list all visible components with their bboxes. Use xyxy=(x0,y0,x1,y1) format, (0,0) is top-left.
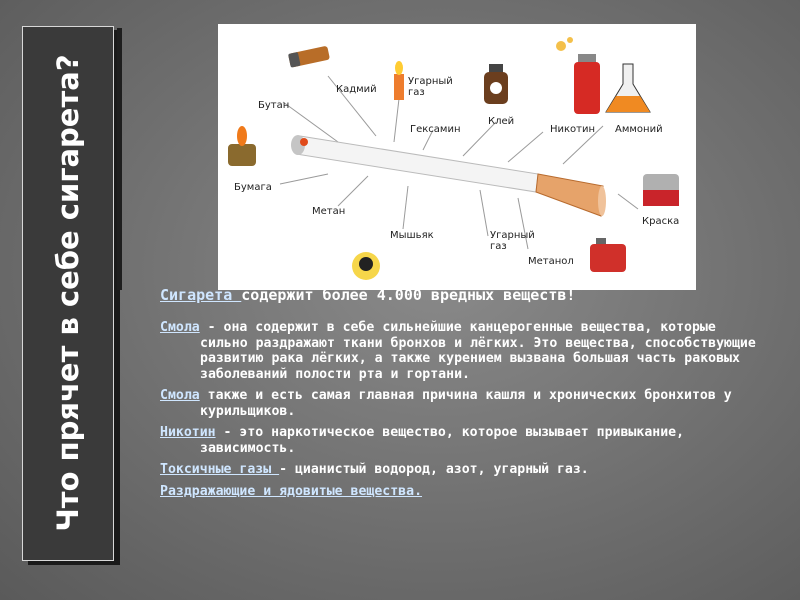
slide-title: Что прячет в себе сигарета? xyxy=(51,54,85,532)
lighter-icon xyxy=(228,126,256,166)
label-butan: Бутан xyxy=(258,100,290,111)
text-smola-2: также и есть самая главная причина кашля и хронических бронхитов у курильщиков. xyxy=(199,388,732,419)
methanol-canister-icon xyxy=(590,238,626,272)
battery-icon xyxy=(288,46,330,68)
headline-rest: содержит более 4.000 вредных веществ! xyxy=(241,286,576,304)
paragraph-toxic-gases xyxy=(160,462,770,478)
label-geksamin: Гексамин xyxy=(410,124,461,135)
diagram-illustration xyxy=(218,24,696,290)
label-myshyak: Мышьяк xyxy=(390,230,434,241)
term-irritants: Раздражающие и ядовитые вещества. xyxy=(160,483,423,499)
paragraph-smola-1 xyxy=(160,320,770,382)
term-nikotin: Никотин xyxy=(160,425,216,440)
cigarette-icon xyxy=(291,135,606,216)
label-nikotin: Никотин xyxy=(550,124,596,135)
label-ugarny-gaz-bottom: Угарный газ xyxy=(490,230,535,252)
paragraph-smola-2 xyxy=(160,388,770,419)
term-toxic-gases: Токсичные газы xyxy=(160,462,280,477)
label-ammoniy: Аммоний xyxy=(615,124,663,135)
cigarette-diagram xyxy=(218,24,696,290)
paragraph-irritants xyxy=(160,484,770,500)
side-accent-bar xyxy=(117,28,122,290)
slide-content xyxy=(160,286,770,505)
candle-icon xyxy=(394,61,404,100)
label-kraska: Краска xyxy=(642,216,680,227)
term-smola-1: Смола xyxy=(160,320,200,335)
paragraph-nikotin xyxy=(160,425,770,456)
label-metan: Метан xyxy=(312,206,346,217)
text-smola-1: - она содержит в себе сильнейшие канцерогенные вещества, которые сильно раздражают ткани бронхов и лёгких. Это вещества, способствующие развитию рака лёгких, а также курением вызвана большая часть раковых заболеваний полости рта и гортани. xyxy=(199,320,756,382)
term-smola-2: Смола xyxy=(160,388,200,403)
text-nikotin: - это наркотическое вещество, которое вызывает привыкание, зависимость. xyxy=(200,425,685,456)
label-kley: Клей xyxy=(488,116,515,127)
text-toxic-gases: - цианистый водород, азот, угарный газ. xyxy=(279,462,589,477)
label-kadmiy: Кадмий xyxy=(336,84,377,95)
headline xyxy=(160,286,770,304)
label-bumaga: Бумага xyxy=(234,182,272,193)
flask-icon xyxy=(606,64,650,112)
skull-icon xyxy=(352,252,380,280)
label-ugarny-gaz-top: Угарный газ xyxy=(408,76,453,98)
headline-term: Сигарета xyxy=(160,286,242,304)
spray-can-icon xyxy=(556,37,600,114)
paint-can-icon xyxy=(643,174,679,206)
label-metanol: Метанол xyxy=(528,256,574,267)
poison-bottle-icon xyxy=(484,64,508,104)
